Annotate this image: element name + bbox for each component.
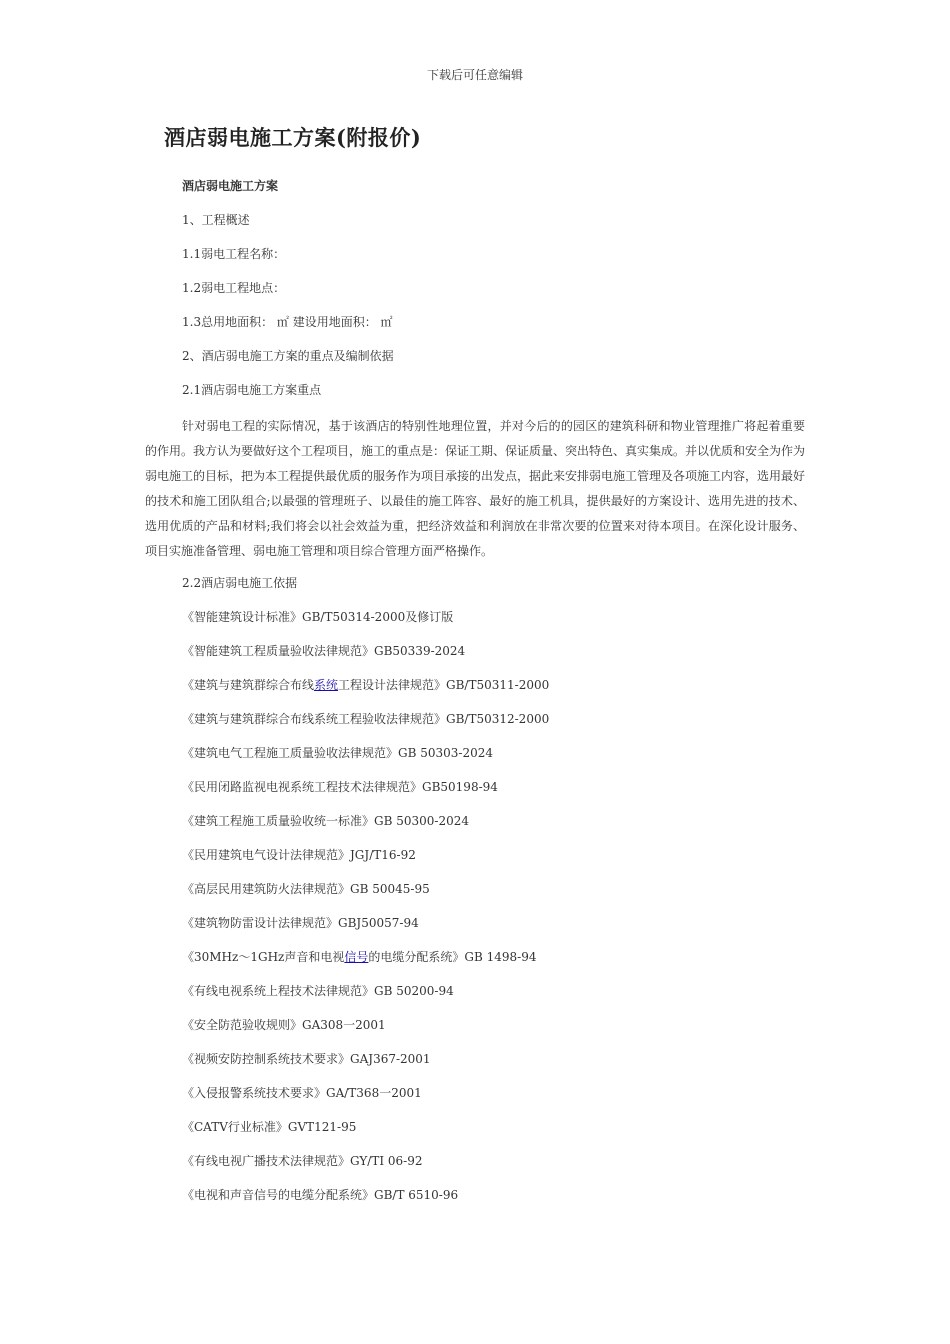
standard-item bbox=[182, 879, 430, 899]
standard-item bbox=[182, 675, 549, 695]
standard-text: 《建筑工程施工质量验收统一标准》GB 50300-2024 bbox=[182, 814, 469, 828]
standard-text: 工程设计法律规范》GB/T50311-2000 bbox=[338, 678, 550, 692]
standard-item bbox=[182, 913, 419, 933]
standard-text: 《CATV行业标准》GVT121-95 bbox=[182, 1120, 357, 1134]
section-item: 1.1弱电工程名称： bbox=[182, 247, 286, 261]
standard-text: 《民用建筑电气设计法律规范》JGJ/T16-92 bbox=[182, 848, 416, 862]
standard-text: 《智能建筑工程质量验收法律规范》GB50339-2024 bbox=[182, 644, 466, 658]
standard-text: 《建筑与建筑群综合布线系统工程验收法律规范》GB/T50312-2000 bbox=[182, 712, 550, 726]
standard-text: 《30MHz～1GHz声音和电视 bbox=[182, 950, 345, 964]
standard-text: 《建筑与建筑群综合布线 bbox=[182, 678, 315, 692]
inline-link[interactable]: 系统 bbox=[314, 678, 339, 692]
standard-text: 《民用闭路监视电视系统工程技术法律规范》GB50198-94 bbox=[182, 780, 498, 794]
standard-item bbox=[182, 1185, 458, 1205]
body-paragraph: 针对弱电工程的实际情况，基于该酒店的特别性地理位置，并对今后的的园区的建筑科研和物业管理推广将起着重要的作用。我方认为要做好这个工程项目，施工的重点是：保证工期、保证质量、突出特色、真实集成。并以优质和安全为作为弱电施工的目标，把为本工程提供最优质的服务作为项目承接的出发点，据此来安排弱电施工管理及各项施工内容，选用最好的技术和施工团队组合;以最强的管理班子、以最佳的施工阵容、最好的施工机具，提供最好的方案设计、选用先进的技术、选用优质的产品和材料;我们将会以社会效益为重，把经济效益和利润放在非常次要的位置来对待本项目。在深化设计服务、项目实施准备管理、弱电施工管理和项目综合管理方面严格操作。 bbox=[145, 419, 806, 558]
section-item: 2.2酒店弱电施工依据 bbox=[182, 576, 298, 590]
standard-text: 《视频安防控制系统技术要求》GAJ367-2001 bbox=[182, 1052, 431, 1066]
standard-item bbox=[182, 1049, 431, 1069]
standard-item bbox=[182, 607, 453, 627]
standard-text: 《智能建筑设计标准》GB/T50314-2000及修订版 bbox=[182, 610, 454, 624]
standard-text: 《建筑电气工程施工质量验收法律规范》GB 50303-2024 bbox=[182, 746, 493, 760]
standard-item bbox=[182, 1117, 356, 1137]
section-heading: 2、酒店弱电施工方案的重点及编制依据 bbox=[182, 349, 394, 363]
section-heading: 1、工程概述 bbox=[182, 213, 250, 227]
standard-text: 《高层民用建筑防火法律规范》GB 50045-95 bbox=[182, 882, 430, 896]
inline-link[interactable]: 信号 bbox=[344, 950, 369, 964]
standard-item bbox=[182, 845, 416, 865]
standard-item bbox=[182, 709, 549, 729]
standard-text: 的电缆分配系统》GB 1498-94 bbox=[368, 950, 537, 964]
standard-item bbox=[182, 1015, 386, 1035]
standard-item bbox=[182, 947, 536, 967]
standard-text: 《安全防范验收规则》GA308一2001 bbox=[182, 1018, 386, 1032]
standard-text: 《建筑物防雷设计法律规范》GBJ50057-94 bbox=[182, 916, 419, 930]
page-header: 下载后可任意编辑 bbox=[426, 68, 523, 82]
standard-text: 《入侵报警系统技术要求》GA/T368一2001 bbox=[182, 1086, 422, 1100]
standard-text: 《有线电视广播技术法律规范》GY/TI 06-92 bbox=[182, 1154, 423, 1168]
standard-item bbox=[182, 1151, 423, 1171]
standard-item bbox=[182, 1083, 422, 1103]
section-item: 2.1酒店弱电施工方案重点 bbox=[182, 383, 322, 397]
document-title: 酒店弱电施工方案(附报价) bbox=[164, 125, 422, 150]
section-item: 1.2弱电工程地点： bbox=[182, 281, 286, 295]
standard-item bbox=[182, 981, 454, 1001]
standard-text: 《有线电视系统上程技术法律规范》GB 50200-94 bbox=[182, 984, 454, 998]
standard-item bbox=[182, 777, 498, 797]
standard-item bbox=[182, 641, 465, 661]
section-item: 1.3总用地面积： ㎡ 建设用地面积： ㎡ bbox=[182, 315, 393, 329]
document-subtitle: 酒店弱电施工方案 bbox=[182, 179, 279, 193]
standard-item bbox=[182, 743, 493, 763]
standard-text: 《电视和声音信号的电缆分配系统》GB/T 6510-96 bbox=[182, 1188, 459, 1202]
standard-item bbox=[182, 811, 469, 831]
